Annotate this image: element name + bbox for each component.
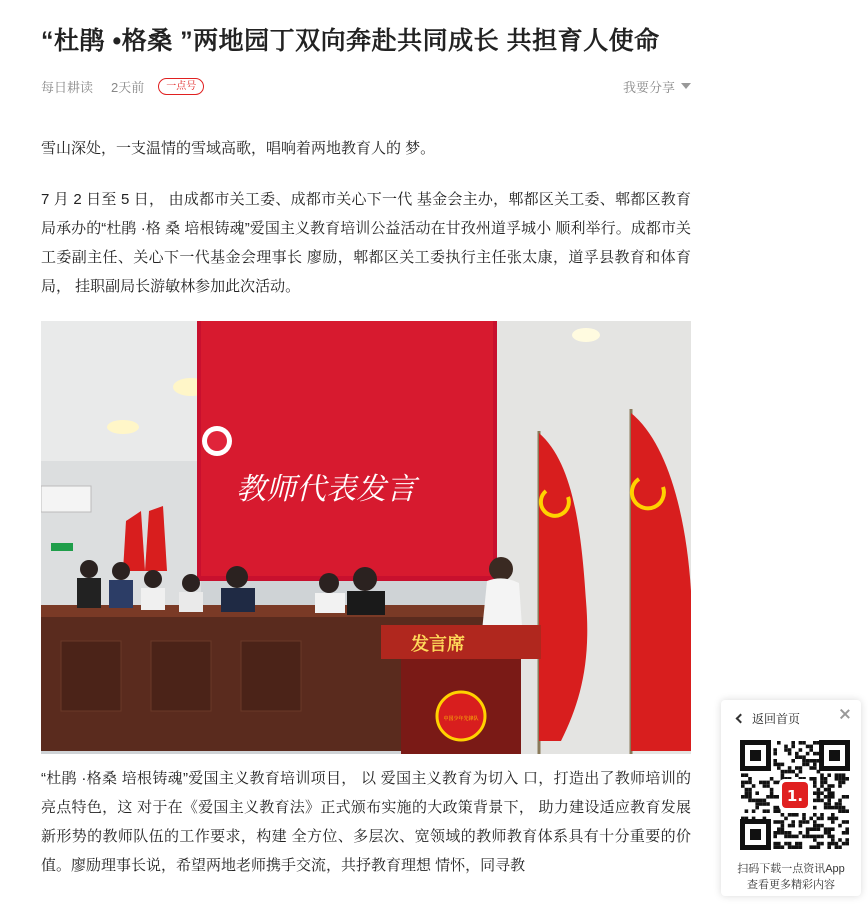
article-meta [41, 76, 691, 96]
article-photo [41, 321, 691, 754]
share-label: 我要分享 [622, 79, 675, 95]
close-icon[interactable] [839, 708, 851, 720]
download-subhint: 查看更多精彩内容 [747, 879, 835, 891]
article-paragraph: 雪山深处，一支温情的雪域高歌，唱响着两地教育人的 梦。 [41, 140, 436, 157]
download-hint: 扫码下载一点资讯App [737, 863, 845, 875]
podium-seal-text: 中国少年先锋队 [443, 716, 479, 722]
publish-time: 2天前 [111, 79, 145, 95]
banner-text: 教师代表发言 [236, 472, 416, 507]
conference-photo [41, 321, 691, 754]
chevron-down-icon [681, 83, 691, 89]
back-home-link[interactable] [737, 710, 800, 727]
chevron-left-icon [736, 714, 746, 724]
article [41, 0, 691, 880]
qr-logo: 1. [786, 787, 804, 805]
source-badge: 一点号 [158, 78, 204, 95]
qr-code [740, 740, 850, 850]
podium-text: 发言席 [411, 634, 465, 655]
download-app-panel [721, 700, 861, 896]
article-title: “杜鹃 •格桑 ”两地园丁双向奔赴共同成长 共担育人使命 [41, 27, 660, 55]
source-name[interactable]: 每日耕读 [41, 79, 94, 95]
article-paragraph: 7 月 2 日至 5 日， 由成都市关工委、成都市关心下一代 基金会主办，郫都区关工委、郫都区教育局承办的“杜鹃 ·格 桑 培根铸魂”爱国主义教育培训公益活动在甘孜州道孚城小 顺利举行。成都市关工委副主任、关心下一代基金会理事长 廖励，郫都区关工委执行主任张太康，道孚县教育和体育局， 挂职副局长游敏林参加此次活动。 [41, 191, 691, 295]
back-home-label: 返回首页 [752, 712, 801, 726]
share-button[interactable] [623, 77, 691, 96]
article-paragraph: “杜鹃 ·格桑 培根铸魂”爱国主义教育培训项目， 以 爱国主义教育为切入 口，打造出了教师培训的亮点特色，这 对于在《爱国主义教育法》正式颁布实施的大政策背景下， 助力建设适应教育发展新形势的教师队伍的工作要求，构建 全方位、多层次、宽领域的教师教育体系具有十分重要的价 值。廖励理事长说，希望两地老师携手交流，共抒教育理想 情怀，同寻教 [41, 770, 691, 874]
